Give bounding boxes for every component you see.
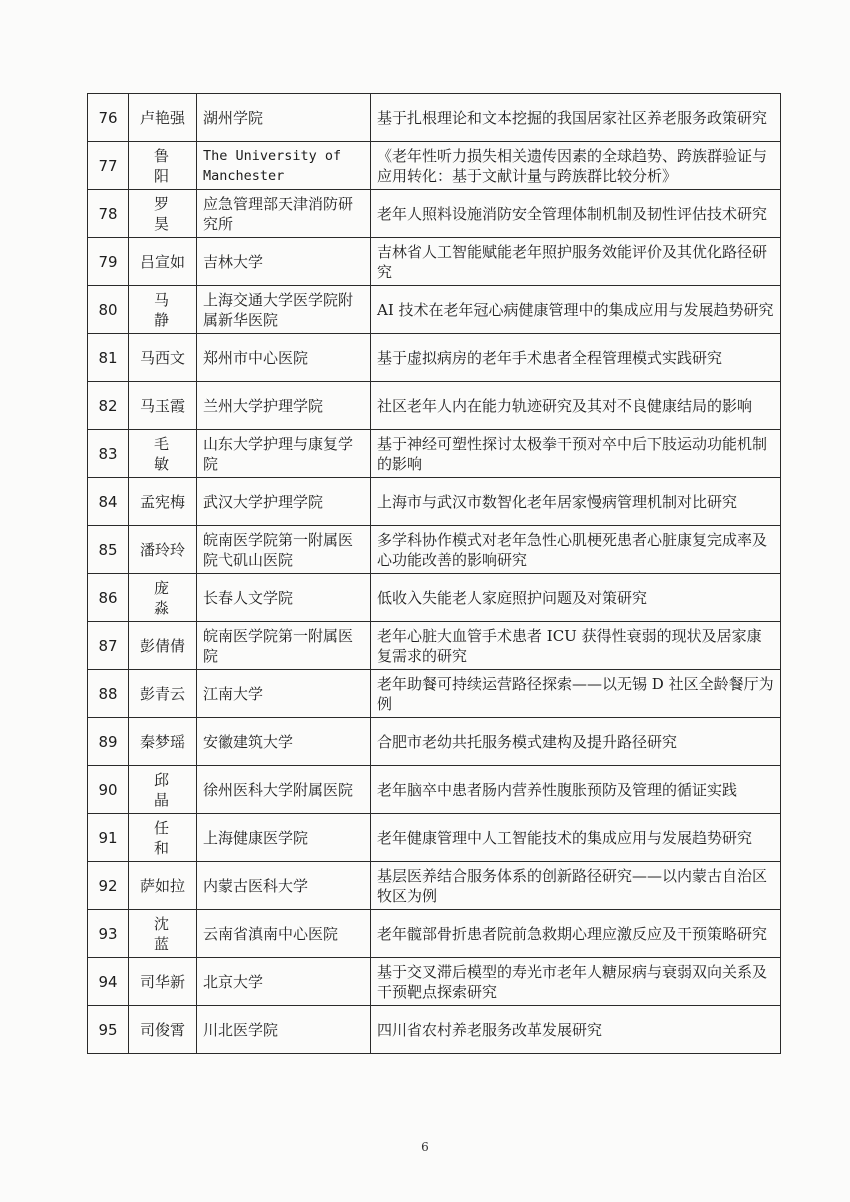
row-number-cell: 79 xyxy=(88,238,129,286)
institution-cell: 川北医学院 xyxy=(197,1006,371,1054)
roster-body xyxy=(88,94,781,1054)
row-number-cell: 90 xyxy=(88,766,129,814)
name-cell: 彭倩倩 xyxy=(129,622,197,670)
row-number-cell: 94 xyxy=(88,958,129,1006)
table-row xyxy=(88,670,781,718)
row-number-cell: 91 xyxy=(88,814,129,862)
institution-cell: 上海健康医学院 xyxy=(197,814,371,862)
topic-cell: AI 技术在老年冠心病健康管理中的集成应用与发展趋势研究 xyxy=(371,286,781,334)
table-row xyxy=(88,238,781,286)
name-cell: 罗昊 xyxy=(129,190,197,238)
name-cell: 孟宪梅 xyxy=(129,478,197,526)
institution-cell: 皖南医学院第一附属医院 xyxy=(197,622,371,670)
institution-cell: 安徽建筑大学 xyxy=(197,718,371,766)
row-number-cell: 84 xyxy=(88,478,129,526)
topic-cell: 基层医养结合服务体系的创新路径研究——以内蒙古自治区牧区为例 xyxy=(371,862,781,910)
institution-cell: 云南省滇南中心医院 xyxy=(197,910,371,958)
name-cell: 沈蓝 xyxy=(129,910,197,958)
table-row xyxy=(88,574,781,622)
topic-cell: 基于扎根理论和文本挖掘的我国居家社区养老服务政策研究 xyxy=(371,94,781,142)
topic-cell: 四川省农村养老服务改革发展研究 xyxy=(371,1006,781,1054)
page-number: 6 xyxy=(421,1140,429,1154)
name-cell: 马西文 xyxy=(129,334,197,382)
institution-cell: 徐州医科大学附属医院 xyxy=(197,766,371,814)
row-number-cell: 87 xyxy=(88,622,129,670)
topic-cell: 老年健康管理中人工智能技术的集成应用与发展趋势研究 xyxy=(371,814,781,862)
topic-cell: 老年助餐可持续运营路径探索——以无锡 D 社区全龄餐厅为例 xyxy=(371,670,781,718)
name-cell: 秦梦瑶 xyxy=(129,718,197,766)
institution-cell: 北京大学 xyxy=(197,958,371,1006)
name-cell: 邱晶 xyxy=(129,766,197,814)
name-cell: 司华新 xyxy=(129,958,197,1006)
institution-cell: 湖州学院 xyxy=(197,94,371,142)
name-cell: 司俊霄 xyxy=(129,1006,197,1054)
institution-cell: 吉林大学 xyxy=(197,238,371,286)
institution-cell: 江南大学 xyxy=(197,670,371,718)
table-row xyxy=(88,334,781,382)
name-cell: 卢艳强 xyxy=(129,94,197,142)
row-number-cell: 80 xyxy=(88,286,129,334)
table-row xyxy=(88,862,781,910)
topic-cell: 低收入失能老人家庭照护问题及对策研究 xyxy=(371,574,781,622)
institution-cell: 兰州大学护理学院 xyxy=(197,382,371,430)
row-number-cell: 88 xyxy=(88,670,129,718)
name-cell: 潘玲玲 xyxy=(129,526,197,574)
row-number-cell: 76 xyxy=(88,94,129,142)
row-number-cell: 95 xyxy=(88,1006,129,1054)
name-cell: 鲁阳 xyxy=(129,142,197,190)
topic-cell: 基于神经可塑性探讨太极拳干预对卒中后下肢运动功能机制的影响 xyxy=(371,430,781,478)
institution-cell: 郑州市中心医院 xyxy=(197,334,371,382)
table-row xyxy=(88,94,781,142)
table-row xyxy=(88,142,781,190)
topic-cell: 基于交叉滞后模型的寿光市老年人糖尿病与衰弱双向关系及干预靶点探索研究 xyxy=(371,958,781,1006)
row-number-cell: 89 xyxy=(88,718,129,766)
institution-cell: 武汉大学护理学院 xyxy=(197,478,371,526)
name-cell: 吕宣如 xyxy=(129,238,197,286)
table-row xyxy=(88,1006,781,1054)
table-row xyxy=(88,430,781,478)
table-row xyxy=(88,958,781,1006)
table-row xyxy=(88,718,781,766)
row-number-cell: 77 xyxy=(88,142,129,190)
topic-cell: 合肥市老幼共托服务模式建构及提升路径研究 xyxy=(371,718,781,766)
institution-cell: 山东大学护理与康复学院 xyxy=(197,430,371,478)
topic-cell: 老年人照料设施消防安全管理体制机制及韧性评估技术研究 xyxy=(371,190,781,238)
name-cell: 马静 xyxy=(129,286,197,334)
roster-table xyxy=(87,93,781,1054)
table-row xyxy=(88,478,781,526)
name-cell: 彭青云 xyxy=(129,670,197,718)
topic-cell: 社区老年人内在能力轨迹研究及其对不良健康结局的影响 xyxy=(371,382,781,430)
table-row xyxy=(88,622,781,670)
institution-cell: 应急管理部天津消防研究所 xyxy=(197,190,371,238)
institution-cell: The University of Manchester xyxy=(197,142,371,190)
row-number-cell: 83 xyxy=(88,430,129,478)
topic-cell: 基于虚拟病房的老年手术患者全程管理模式实践研究 xyxy=(371,334,781,382)
topic-cell: 吉林省人工智能赋能老年照护服务效能评价及其优化路径研究 xyxy=(371,238,781,286)
row-number-cell: 92 xyxy=(88,862,129,910)
row-number-cell: 93 xyxy=(88,910,129,958)
table-row xyxy=(88,910,781,958)
institution-cell: 皖南医学院第一附属医院弋矶山医院 xyxy=(197,526,371,574)
name-cell: 庞淼 xyxy=(129,574,197,622)
row-number-cell: 86 xyxy=(88,574,129,622)
topic-cell: 老年脑卒中患者肠内营养性腹胀预防及管理的循证实践 xyxy=(371,766,781,814)
table-row xyxy=(88,382,781,430)
name-cell: 马玉霞 xyxy=(129,382,197,430)
topic-cell: 《老年性听力损失相关遗传因素的全球趋势、跨族群验证与应用转化：基于文献计量与跨族群比较分析》 xyxy=(371,142,781,190)
table-row xyxy=(88,526,781,574)
table-row xyxy=(88,814,781,862)
institution-cell: 上海交通大学医学院附属新华医院 xyxy=(197,286,371,334)
name-cell: 任和 xyxy=(129,814,197,862)
topic-cell: 多学科协作模式对老年急性心肌梗死患者心脏康复完成率及心功能改善的影响研究 xyxy=(371,526,781,574)
topic-cell: 上海市与武汉市数智化老年居家慢病管理机制对比研究 xyxy=(371,478,781,526)
table-row xyxy=(88,286,781,334)
table-row xyxy=(88,766,781,814)
table-row xyxy=(88,190,781,238)
topic-cell: 老年髋部骨折患者院前急救期心理应激反应及干预策略研究 xyxy=(371,910,781,958)
institution-cell: 内蒙古医科大学 xyxy=(197,862,371,910)
name-cell: 毛敏 xyxy=(129,430,197,478)
row-number-cell: 78 xyxy=(88,190,129,238)
row-number-cell: 81 xyxy=(88,334,129,382)
institution-cell: 长春人文学院 xyxy=(197,574,371,622)
row-number-cell: 82 xyxy=(88,382,129,430)
topic-cell: 老年心脏大血管手术患者 ICU 获得性衰弱的现状及居家康复需求的研究 xyxy=(371,622,781,670)
name-cell: 萨如拉 xyxy=(129,862,197,910)
row-number-cell: 85 xyxy=(88,526,129,574)
